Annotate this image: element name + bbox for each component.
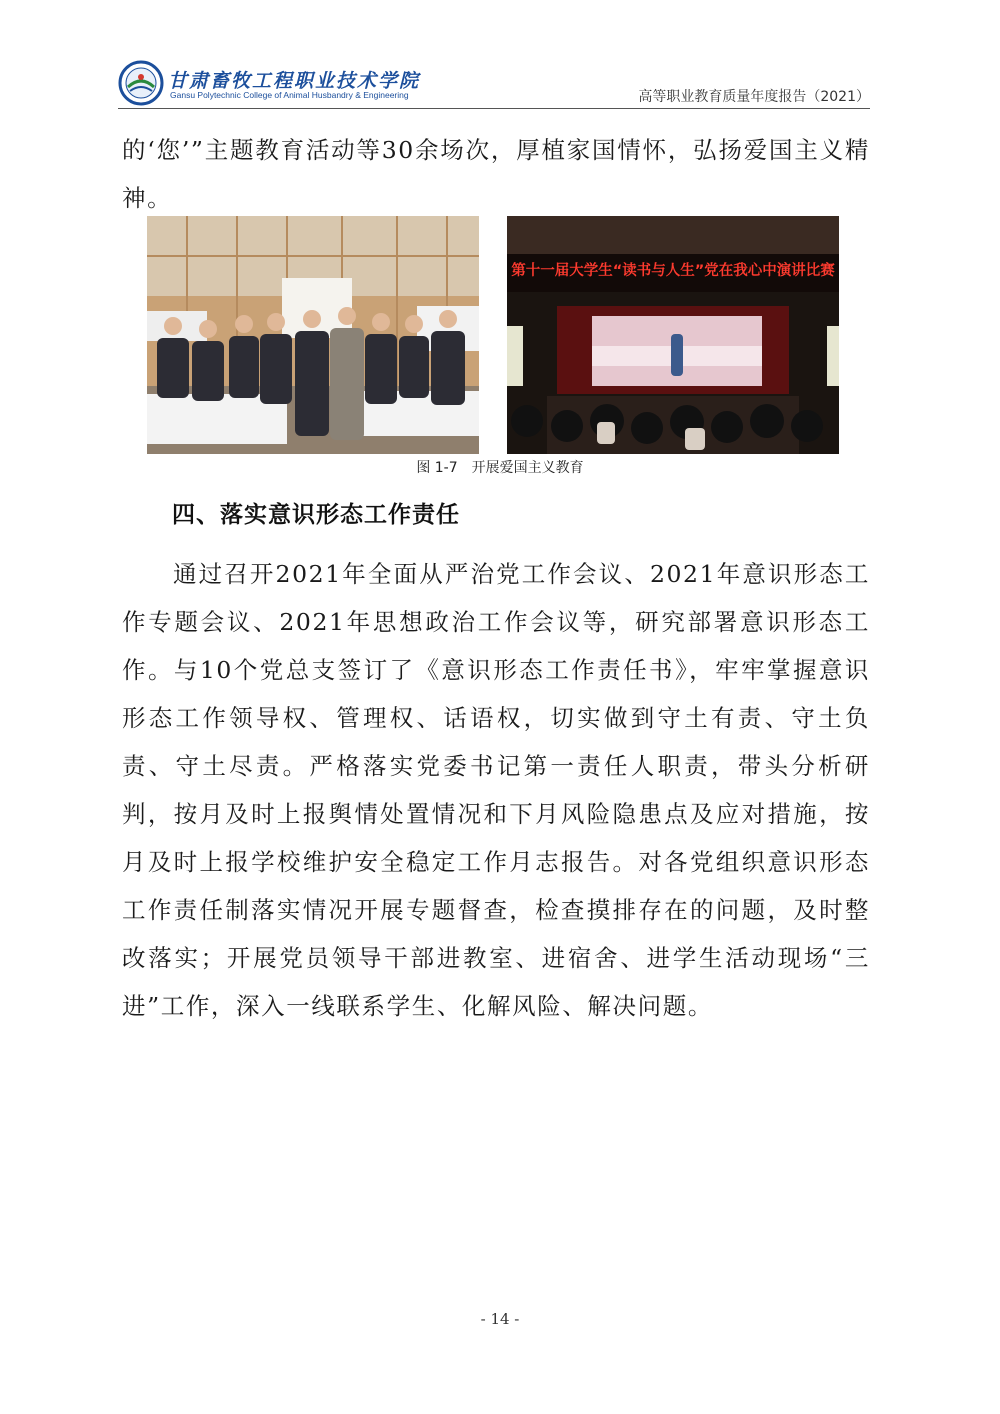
header-divider xyxy=(118,108,870,109)
intro-paragraph: 的‘您’”主题教育活动等30余场次，厚植家国情怀，弘扬爱国主义精神。 xyxy=(122,136,870,212)
figure-caption: 图 1-7 开展爱国主义教育 xyxy=(416,460,584,476)
college-logo-icon xyxy=(118,60,164,106)
group-photo xyxy=(147,216,479,454)
school-name-en: Gansu Polytechnic College of Animal Husbandry & Engineering xyxy=(170,90,409,100)
page-number: - 14 - xyxy=(480,1310,520,1328)
report-title: 高等职业教育质量年度报告（2021） xyxy=(638,89,870,105)
school-name-cn: 甘肃畜牧工程职业技术学院 xyxy=(168,70,421,92)
speech-contest-photo xyxy=(507,216,839,454)
section-heading: 四、落实意识形态工作责任 xyxy=(172,502,460,528)
stage-banner-text: 第十一届大学生“读书与人生”党在我心中演讲比赛 xyxy=(511,263,835,279)
section-paragraph: 通过召开2021年全面从严治党工作会议、2021年意识形态工作专题会议、2021年思想政治工作会议等，研究部署意识形态工作。与10个党总支签订了《意识形态工作责任书》，牢牢掌握意识形态工作领导权、管理权、话语权，切实做到守土有责、守土负责、守土尽责。严格落实党委书记第一责任人职责，带头分析研判，按月及时上报舆情处置情况和下月风险隐患点及应对措施，按月及时上报学校维护安全稳定工作月志报告。对各党组织意识形态工作责任制落实情况开展专题督查，检查摸排存在的问题，及时整改落实；开展党员领导干部进教室、进宿舍、进学生活动现场“三进”工作，深入一线联系学生、化解风险、解决问题。 xyxy=(122,560,870,1020)
page-header xyxy=(118,58,870,108)
